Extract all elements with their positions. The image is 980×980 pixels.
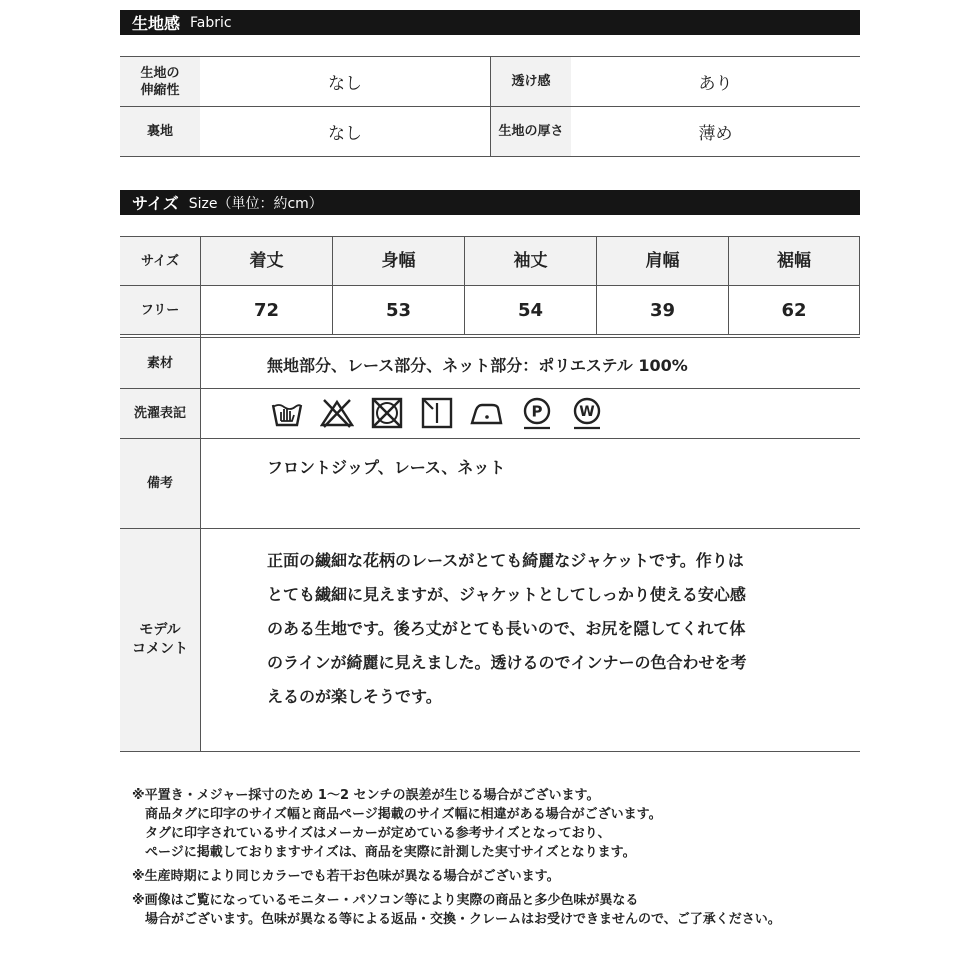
size-subtitle: Size（単位：約cm） bbox=[188, 195, 323, 212]
comment-line: えるのが楽しそうです。 bbox=[267, 687, 442, 706]
divider bbox=[859, 236, 860, 334]
size-value-width: 53 bbox=[385, 299, 412, 321]
size-col-hem: 裾幅 bbox=[729, 237, 859, 285]
divider bbox=[200, 338, 201, 751]
low-iron-icon bbox=[470, 396, 504, 430]
model-comment-text bbox=[267, 544, 827, 714]
sheerness-label: 透け感 bbox=[491, 57, 571, 106]
thickness-value: 薄め bbox=[698, 124, 733, 144]
hand-wash-icon bbox=[270, 396, 304, 430]
svg-text:P: P bbox=[531, 402, 543, 421]
fabric-title: 生地感 bbox=[132, 14, 181, 33]
comment-line: とても繊細に見えますが、ジャケットとしてしっかり使える安心感 bbox=[267, 585, 746, 604]
note-line: ※画像はご覧になっているモニター・パソコン等により実際の商品と多少色味が異なる bbox=[132, 893, 639, 908]
note-line: 商品タグに印字のサイズ幅と商品ページ掲載のサイズ幅に相違がある場合がございます。 bbox=[132, 807, 662, 822]
size-row-label: フリー bbox=[120, 286, 200, 334]
lining-value: なし bbox=[328, 124, 362, 144]
comment-line: のある生地です。後ろ丈がとても長いので、お尻を隠してくれて体 bbox=[267, 619, 746, 638]
note-line: ※生産時期により同じカラーでも若干お色味が異なる場合がございます。 bbox=[132, 869, 560, 884]
thickness-label: 生地の厚さ bbox=[491, 107, 571, 156]
note-line: ページに掲載しておりますサイズは、商品を実際に計測した実寸サイズとなります。 bbox=[132, 845, 636, 860]
double-divider bbox=[120, 334, 860, 338]
size-value-length: 72 bbox=[253, 299, 280, 321]
size-value-shoulder: 39 bbox=[649, 299, 676, 321]
note-line: タグに印字されているサイズはメーカーが定めている参考サイズとなっており、 bbox=[132, 826, 611, 841]
line-dry-icon bbox=[420, 396, 454, 430]
footnotes bbox=[132, 786, 781, 929]
no-bleach-icon bbox=[320, 396, 354, 430]
fabric-section-header bbox=[120, 10, 860, 35]
comment-line: のラインが綺麗に見えました。透けるのでインナーの色合わせを考 bbox=[267, 653, 747, 672]
size-col-width: 身幅 bbox=[333, 237, 464, 285]
dry-clean-p-icon bbox=[520, 396, 554, 430]
size-section-header bbox=[120, 190, 860, 215]
model-comment-label: モデル コメント bbox=[120, 529, 200, 751]
svg-text:W: W bbox=[579, 404, 595, 420]
no-tumble-dry-icon bbox=[370, 396, 404, 430]
note-line: 場合がございます。色味が異なる等による返品・交換・クレームはお受けできませんので、ご了承ください。 bbox=[132, 912, 781, 927]
size-col-length: 着丈 bbox=[201, 237, 332, 285]
size-col-sleeve: 袖丈 bbox=[465, 237, 596, 285]
material-label: 素材 bbox=[120, 339, 200, 388]
size-value-sleeve: 54 bbox=[517, 299, 544, 321]
lining-label: 裏地 bbox=[120, 107, 200, 156]
laundry-icons bbox=[270, 396, 604, 430]
divider bbox=[120, 388, 860, 389]
remarks-value: フロントジップ、レース、ネット bbox=[267, 458, 506, 477]
stretch-value: なし bbox=[328, 74, 362, 94]
comment-line: 正面の繊細な花柄のレースがとても綺麗なジャケットです。作りは bbox=[267, 551, 744, 570]
note-line: ※平置き・メジャー採寸のため 1〜2 センチの誤差が生じる場合がございます。 bbox=[132, 788, 600, 803]
material-value: 無地部分、レース部分、ネット部分：ポリエステル 100% bbox=[267, 356, 688, 375]
stretch-label: 生地の 伸縮性 bbox=[120, 57, 200, 106]
fabric-subtitle: Fabric bbox=[190, 14, 232, 31]
size-header-label: サイズ bbox=[120, 237, 200, 285]
size-title: サイズ bbox=[132, 194, 179, 213]
divider bbox=[120, 751, 860, 752]
divider bbox=[120, 528, 860, 529]
size-value-hem: 62 bbox=[781, 299, 807, 321]
wet-clean-w-icon bbox=[570, 396, 604, 430]
laundry-label: 洗濯表記 bbox=[120, 389, 200, 438]
divider bbox=[120, 438, 860, 439]
sheerness-value: あり bbox=[698, 74, 733, 94]
divider bbox=[120, 156, 860, 157]
size-col-shoulder: 肩幅 bbox=[597, 237, 728, 285]
remarks-label: 備考 bbox=[120, 439, 200, 528]
